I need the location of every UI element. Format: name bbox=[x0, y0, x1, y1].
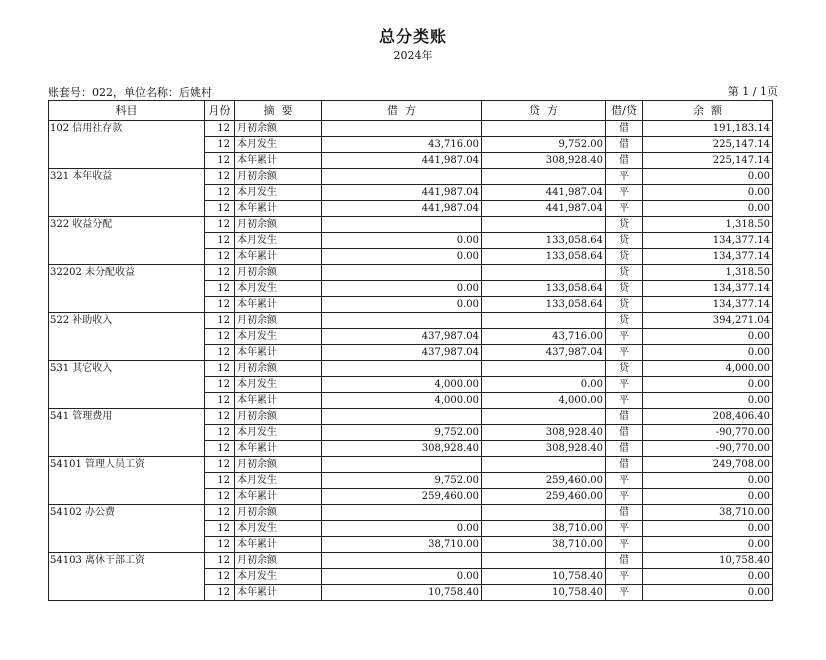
summary-cell: 本月发生 bbox=[235, 137, 322, 153]
month-cell: 12 bbox=[205, 409, 235, 425]
credit-cell bbox=[482, 217, 606, 233]
summary-cell: 本月发生 bbox=[235, 233, 322, 249]
direction-cell: 借 bbox=[606, 441, 643, 457]
month-cell: 12 bbox=[205, 569, 235, 585]
credit-cell: 4,000.00 bbox=[482, 393, 606, 409]
balance-cell: 0.00 bbox=[643, 345, 773, 361]
col-subject: 科目 bbox=[49, 101, 205, 121]
direction-cell: 平 bbox=[606, 329, 643, 345]
balance-cell: 225,147.14 bbox=[643, 153, 773, 169]
month-cell: 12 bbox=[205, 329, 235, 345]
balance-cell: 134,377.14 bbox=[643, 233, 773, 249]
col-debit: 借 方 bbox=[322, 101, 482, 121]
month-cell: 12 bbox=[205, 473, 235, 489]
credit-cell: 0.00 bbox=[482, 377, 606, 393]
direction-cell: 平 bbox=[606, 489, 643, 505]
table-row bbox=[49, 265, 773, 281]
month-cell: 12 bbox=[205, 297, 235, 313]
summary-cell: 本月发生 bbox=[235, 569, 322, 585]
summary-cell: 本月发生 bbox=[235, 281, 322, 297]
table-row bbox=[49, 553, 773, 569]
debit-cell bbox=[322, 505, 482, 521]
month-cell: 12 bbox=[205, 233, 235, 249]
balance-cell: 0.00 bbox=[643, 329, 773, 345]
debit-cell: 4,000.00 bbox=[322, 393, 482, 409]
balance-cell: 191,183.14 bbox=[643, 121, 773, 137]
table-row bbox=[49, 409, 773, 425]
direction-cell: 平 bbox=[606, 377, 643, 393]
direction-cell: 借 bbox=[606, 505, 643, 521]
subject-cell: 531 其它收入 bbox=[49, 361, 205, 409]
subject-cell: 32202 未分配收益 bbox=[49, 265, 205, 313]
subject-cell: 541 管理费用 bbox=[49, 409, 205, 457]
page-info: 第 1 / 1页 bbox=[727, 85, 778, 98]
debit-cell bbox=[322, 457, 482, 473]
direction-cell: 贷 bbox=[606, 313, 643, 329]
debit-cell: 259,460.00 bbox=[322, 489, 482, 505]
subject-cell: 54101 管理人员工资 bbox=[49, 457, 205, 505]
credit-cell bbox=[482, 361, 606, 377]
summary-cell: 本年累计 bbox=[235, 585, 322, 601]
balance-cell: 0.00 bbox=[643, 185, 773, 201]
balance-cell: 38,710.00 bbox=[643, 505, 773, 521]
direction-cell: 平 bbox=[606, 169, 643, 185]
credit-cell: 308,928.40 bbox=[482, 153, 606, 169]
summary-cell: 月初余额 bbox=[235, 505, 322, 521]
direction-cell: 借 bbox=[606, 553, 643, 569]
credit-cell bbox=[482, 265, 606, 281]
balance-cell: 134,377.14 bbox=[643, 281, 773, 297]
direction-cell: 贷 bbox=[606, 233, 643, 249]
debit-cell: 0.00 bbox=[322, 249, 482, 265]
credit-cell: 38,710.00 bbox=[482, 521, 606, 537]
credit-cell bbox=[482, 457, 606, 473]
balance-cell: 1,318.50 bbox=[643, 217, 773, 233]
table-row bbox=[49, 457, 773, 473]
direction-cell: 贷 bbox=[606, 265, 643, 281]
credit-cell bbox=[482, 169, 606, 185]
balance-cell: 134,377.14 bbox=[643, 297, 773, 313]
debit-cell: 4,000.00 bbox=[322, 377, 482, 393]
ledger-year: 2024年 bbox=[393, 49, 433, 62]
debit-cell bbox=[322, 409, 482, 425]
debit-cell bbox=[322, 121, 482, 137]
month-cell: 12 bbox=[205, 361, 235, 377]
balance-cell: 0.00 bbox=[643, 569, 773, 585]
direction-cell: 借 bbox=[606, 153, 643, 169]
ledger-body bbox=[49, 121, 773, 601]
debit-cell: 441,987.04 bbox=[322, 201, 482, 217]
summary-cell: 本年累计 bbox=[235, 201, 322, 217]
credit-cell: 308,928.40 bbox=[482, 425, 606, 441]
balance-cell: 0.00 bbox=[643, 473, 773, 489]
table-row bbox=[49, 169, 773, 185]
month-cell: 12 bbox=[205, 137, 235, 153]
summary-cell: 本年累计 bbox=[235, 345, 322, 361]
month-cell: 12 bbox=[205, 441, 235, 457]
debit-cell: 441,987.04 bbox=[322, 185, 482, 201]
summary-cell: 本年累计 bbox=[235, 489, 322, 505]
summary-cell: 月初余额 bbox=[235, 409, 322, 425]
credit-cell bbox=[482, 409, 606, 425]
credit-cell: 437,987.04 bbox=[482, 345, 606, 361]
direction-cell: 贷 bbox=[606, 361, 643, 377]
month-cell: 12 bbox=[205, 505, 235, 521]
credit-cell bbox=[482, 553, 606, 569]
balance-cell: -90,770.00 bbox=[643, 441, 773, 457]
credit-cell: 43,716.00 bbox=[482, 329, 606, 345]
direction-cell: 平 bbox=[606, 185, 643, 201]
balance-cell: 249,708.00 bbox=[643, 457, 773, 473]
debit-cell: 441,987.04 bbox=[322, 153, 482, 169]
balance-cell: 208,406.40 bbox=[643, 409, 773, 425]
summary-cell: 月初余额 bbox=[235, 457, 322, 473]
month-cell: 12 bbox=[205, 249, 235, 265]
credit-cell: 441,987.04 bbox=[482, 185, 606, 201]
credit-cell: 441,987.04 bbox=[482, 201, 606, 217]
direction-cell: 贷 bbox=[606, 217, 643, 233]
col-balance: 余 额 bbox=[643, 101, 773, 121]
direction-cell: 平 bbox=[606, 473, 643, 489]
credit-cell: 10,758.40 bbox=[482, 585, 606, 601]
debit-cell bbox=[322, 217, 482, 233]
direction-cell: 平 bbox=[606, 569, 643, 585]
credit-cell: 133,058.64 bbox=[482, 297, 606, 313]
col-month: 月份 bbox=[205, 101, 235, 121]
balance-cell: -90,770.00 bbox=[643, 425, 773, 441]
month-cell: 12 bbox=[205, 457, 235, 473]
summary-cell: 本年累计 bbox=[235, 537, 322, 553]
balance-cell: 0.00 bbox=[643, 585, 773, 601]
debit-cell: 0.00 bbox=[322, 281, 482, 297]
summary-cell: 月初余额 bbox=[235, 121, 322, 137]
debit-cell: 308,928.40 bbox=[322, 441, 482, 457]
month-cell: 12 bbox=[205, 393, 235, 409]
direction-cell: 平 bbox=[606, 345, 643, 361]
credit-cell: 9,752.00 bbox=[482, 137, 606, 153]
debit-cell: 38,710.00 bbox=[322, 537, 482, 553]
month-cell: 12 bbox=[205, 553, 235, 569]
debit-cell bbox=[322, 265, 482, 281]
debit-cell: 43,716.00 bbox=[322, 137, 482, 153]
balance-cell: 134,377.14 bbox=[643, 249, 773, 265]
subject-cell: 54103 离休干部工资 bbox=[49, 553, 205, 601]
summary-cell: 月初余额 bbox=[235, 553, 322, 569]
month-cell: 12 bbox=[205, 281, 235, 297]
subject-cell: 102 信用社存款 bbox=[49, 121, 205, 169]
direction-cell: 平 bbox=[606, 201, 643, 217]
direction-cell: 借 bbox=[606, 425, 643, 441]
debit-cell: 9,752.00 bbox=[322, 425, 482, 441]
balance-cell: 0.00 bbox=[643, 169, 773, 185]
debit-cell: 437,987.04 bbox=[322, 345, 482, 361]
table-header-row bbox=[49, 101, 773, 121]
direction-cell: 借 bbox=[606, 457, 643, 473]
month-cell: 12 bbox=[205, 489, 235, 505]
credit-cell: 38,710.00 bbox=[482, 537, 606, 553]
credit-cell: 133,058.64 bbox=[482, 281, 606, 297]
direction-cell: 借 bbox=[606, 121, 643, 137]
balance-cell: 4,000.00 bbox=[643, 361, 773, 377]
col-credit: 贷 方 bbox=[482, 101, 606, 121]
summary-cell: 本年累计 bbox=[235, 249, 322, 265]
month-cell: 12 bbox=[205, 153, 235, 169]
summary-cell: 月初余额 bbox=[235, 217, 322, 233]
credit-cell: 133,058.64 bbox=[482, 249, 606, 265]
credit-cell: 259,460.00 bbox=[482, 473, 606, 489]
direction-cell: 平 bbox=[606, 393, 643, 409]
month-cell: 12 bbox=[205, 201, 235, 217]
balance-cell: 10,758.40 bbox=[643, 553, 773, 569]
month-cell: 12 bbox=[205, 345, 235, 361]
month-cell: 12 bbox=[205, 265, 235, 281]
subject-cell: 54102 办公费 bbox=[49, 505, 205, 553]
table-row bbox=[49, 121, 773, 137]
summary-cell: 月初余额 bbox=[235, 265, 322, 281]
month-cell: 12 bbox=[205, 121, 235, 137]
balance-cell: 0.00 bbox=[643, 201, 773, 217]
table-row bbox=[49, 361, 773, 377]
balance-cell: 225,147.14 bbox=[643, 137, 773, 153]
subject-cell: 522 补助收入 bbox=[49, 313, 205, 361]
balance-cell: 1,318.50 bbox=[643, 265, 773, 281]
summary-cell: 月初余额 bbox=[235, 313, 322, 329]
subject-cell: 321 本年收益 bbox=[49, 169, 205, 217]
debit-cell: 0.00 bbox=[322, 569, 482, 585]
debit-cell bbox=[322, 313, 482, 329]
month-cell: 12 bbox=[205, 585, 235, 601]
debit-cell: 0.00 bbox=[322, 297, 482, 313]
direction-cell: 借 bbox=[606, 137, 643, 153]
debit-cell: 437,987.04 bbox=[322, 329, 482, 345]
summary-cell: 本月发生 bbox=[235, 425, 322, 441]
summary-cell: 本月发生 bbox=[235, 473, 322, 489]
direction-cell: 平 bbox=[606, 521, 643, 537]
subject-cell: 322 收益分配 bbox=[49, 217, 205, 265]
summary-cell: 月初余额 bbox=[235, 361, 322, 377]
month-cell: 12 bbox=[205, 425, 235, 441]
credit-cell: 10,758.40 bbox=[482, 569, 606, 585]
summary-cell: 本年累计 bbox=[235, 297, 322, 313]
debit-cell: 9,752.00 bbox=[322, 473, 482, 489]
summary-cell: 本年累计 bbox=[235, 153, 322, 169]
direction-cell: 贷 bbox=[606, 249, 643, 265]
table-row bbox=[49, 505, 773, 521]
balance-cell: 0.00 bbox=[643, 521, 773, 537]
month-cell: 12 bbox=[205, 377, 235, 393]
balance-cell: 0.00 bbox=[643, 393, 773, 409]
balance-cell: 0.00 bbox=[643, 537, 773, 553]
month-cell: 12 bbox=[205, 537, 235, 553]
table-row bbox=[49, 217, 773, 233]
credit-cell bbox=[482, 121, 606, 137]
summary-cell: 本月发生 bbox=[235, 521, 322, 537]
direction-cell: 平 bbox=[606, 537, 643, 553]
summary-cell: 本月发生 bbox=[235, 185, 322, 201]
month-cell: 12 bbox=[205, 169, 235, 185]
ledger-title: 总分类账 bbox=[378, 27, 447, 46]
credit-cell: 133,058.64 bbox=[482, 233, 606, 249]
summary-cell: 本月发生 bbox=[235, 377, 322, 393]
balance-cell: 0.00 bbox=[643, 489, 773, 505]
direction-cell: 借 bbox=[606, 409, 643, 425]
col-direction: 借/贷 bbox=[606, 101, 643, 121]
col-summary: 摘 要 bbox=[235, 101, 322, 121]
direction-cell: 平 bbox=[606, 585, 643, 601]
debit-cell: 0.00 bbox=[322, 521, 482, 537]
credit-cell: 259,460.00 bbox=[482, 489, 606, 505]
direction-cell: 贷 bbox=[606, 281, 643, 297]
debit-cell: 10,758.40 bbox=[322, 585, 482, 601]
direction-cell: 贷 bbox=[606, 297, 643, 313]
credit-cell bbox=[482, 505, 606, 521]
debit-cell bbox=[322, 361, 482, 377]
debit-cell bbox=[322, 169, 482, 185]
debit-cell: 0.00 bbox=[322, 233, 482, 249]
balance-cell: 394,271.04 bbox=[643, 313, 773, 329]
summary-cell: 本年累计 bbox=[235, 393, 322, 409]
balance-cell: 0.00 bbox=[643, 377, 773, 393]
month-cell: 12 bbox=[205, 521, 235, 537]
month-cell: 12 bbox=[205, 313, 235, 329]
summary-cell: 月初余额 bbox=[235, 169, 322, 185]
debit-cell bbox=[322, 553, 482, 569]
month-cell: 12 bbox=[205, 185, 235, 201]
table-row bbox=[49, 313, 773, 329]
general-ledger-table bbox=[48, 100, 773, 601]
summary-cell: 本年累计 bbox=[235, 441, 322, 457]
month-cell: 12 bbox=[205, 217, 235, 233]
credit-cell bbox=[482, 313, 606, 329]
summary-cell: 本月发生 bbox=[235, 329, 322, 345]
account-info: 账套号：022，单位名称：后姚村 bbox=[48, 86, 212, 99]
credit-cell: 308,928.40 bbox=[482, 441, 606, 457]
